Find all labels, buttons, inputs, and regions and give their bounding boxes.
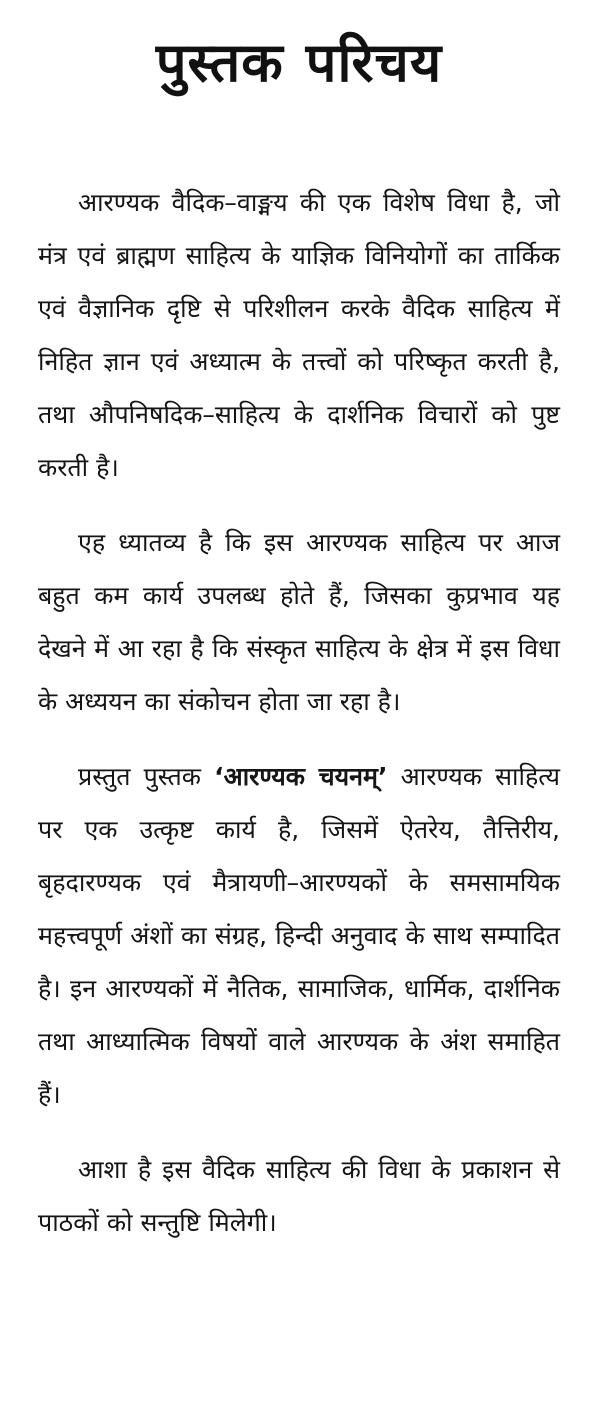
paragraph-aranyaka-definition: आरण्यक वैदिक–वाङ्मय की एक विशेष विधा है, जो मंत्र एवं ब्राह्मण साहित्य के याज्ञिक विनियोगों का तार्किक एवं वैज्ञानिक दृष्टि से परिशीलन करके वैदिक साहित्य में निहित ज्ञान एवं अध्यात्म के तत्त्वों को परिष्कृत करती है, तथा औपनिषदिक–साहित्य के दार्शनिक विचारों को पुष्ट करती है।: [38, 188, 560, 482]
book-description-lead: प्रस्तुत पुस्तक: [78, 762, 215, 791]
book-description-body: आरण्यक साहित्य पर एक उत्कृष्ट कार्य है, जिसमें ऐतरेय, तैत्तिरीय, बृहदारण्यक एवं मैत्रायणी–आरण्यकों के समसामयिक महत्त्वपूर्ण अंशों का संग्रह, हिन्दी अनुवाद के साथ सम्पादित है। इन आरण्यकों में नैतिक, सामाजिक, धार्मिक, दार्शनिक तथा आध्यात्मिक विषयों वाले आरण्यक के अंश समाहित हैं।: [38, 762, 560, 1109]
page-title-word-2: परिचय: [305, 31, 443, 94]
page-title: [38, 26, 560, 100]
paragraph-closing-hope: आशा है इस वैदिक साहित्य की विधा के प्रकाशन से पाठकों को सन्तुष्टि मिलेगी।: [38, 1155, 560, 1237]
paragraph-scarcity-of-work: एह ध्यातव्य है कि इस आरण्यक साहित्य पर आज बहुत कम कार्य उपलब्ध होते हैं, जिसका कुप्रभाव यह देखने में आ रहा है कि संस्कृत साहित्य के क्षेत्र में इस विधा के अध्ययन का संकोचन होता जा रहा है।: [38, 528, 560, 716]
page-title-word-1: पुस्तक: [155, 31, 284, 94]
book-title-emphasis: ‘आरण्यक चयनम्’: [214, 762, 388, 791]
paragraph-book-description: [38, 750, 560, 1121]
